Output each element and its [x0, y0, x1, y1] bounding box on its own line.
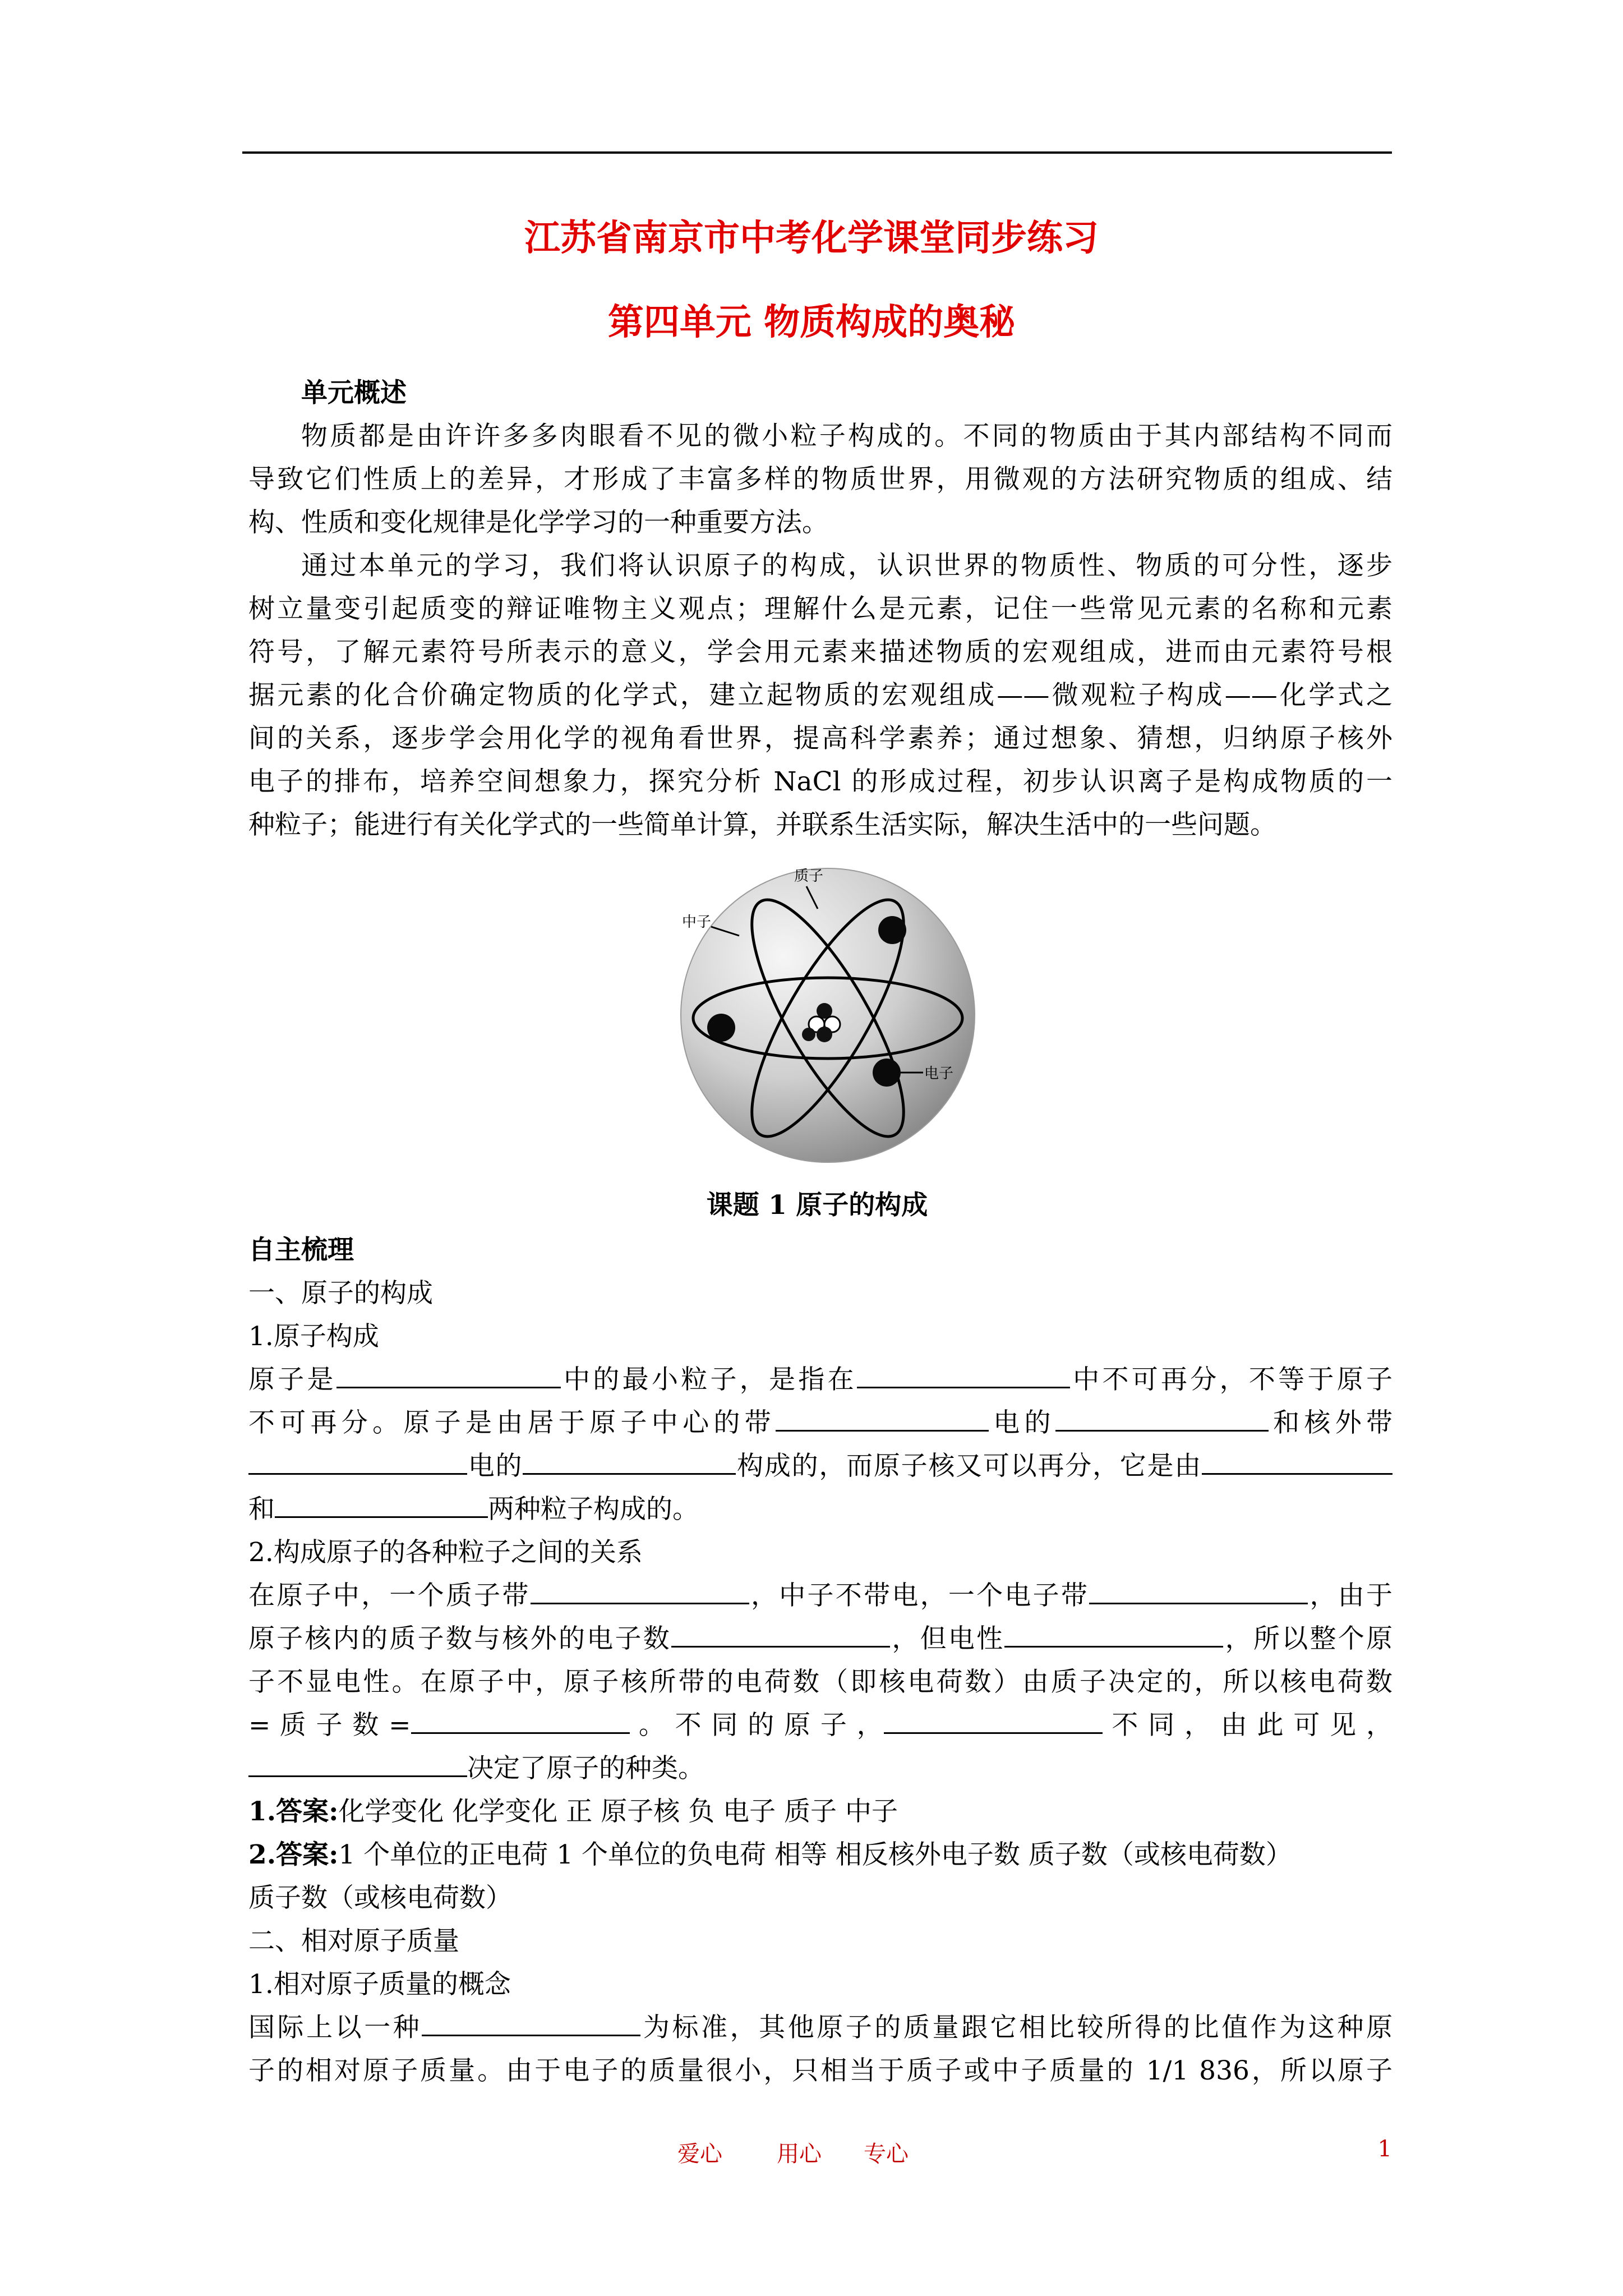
fill-line: 原子是 中的最小粒子，是指在 中不可再分，不等于原子 [248, 1358, 1393, 1401]
lesson-title-wrap [242, 1184, 1392, 1227]
overview-line: 通过本单元的学习，我们将认识原子的构成，认识世界的物质性、物质的可分性，逐步 [301, 550, 1393, 581]
atom-model-figure [676, 864, 979, 1167]
overview-line: 物质都是由许许多多肉眼看不见的微小粒子构成的。不同的物质由于其内部结构不同而 [301, 421, 1393, 452]
answer-blank[interactable] [857, 1362, 1070, 1388]
answer-blank[interactable] [884, 1708, 1103, 1734]
overview-section [248, 371, 1393, 846]
answer-blank[interactable] [422, 2010, 640, 2036]
header-rule [242, 151, 1392, 154]
answer-line: 质子数（或核电荷数） [248, 1883, 512, 1913]
electron-label: 电子 [924, 1065, 954, 1082]
neutron-ball [802, 1028, 815, 1041]
answer-blank[interactable] [411, 1708, 630, 1734]
overview-line: 据元素的化合价确定物质的化学式，建立起物质的宏观组成——微观粒子构成——化学式之 [248, 680, 1393, 711]
electron-ball [878, 916, 906, 944]
document-title: 江苏省南京市中考化学课堂同步练习 [524, 217, 1099, 259]
overview-line: 符号，了解元素符号所表示的意义，学会用元素来描述物质的宏观组成，进而由元素符号根 [248, 637, 1393, 668]
sub-heading: 1.相对原子质量的概念 [248, 1969, 511, 2000]
answer-blank[interactable] [336, 1362, 561, 1388]
overview-line: 间的关系，逐步学会用化学的视角看世界，提高科学素养；通过想象、猜想，归纳原子核外 [248, 723, 1393, 754]
fill-line: 原子核内的质子数与核外的电子数 ，但电性 ，所以整个原 [248, 1617, 1393, 1660]
answer-blank[interactable] [531, 1578, 749, 1604]
unit-title: 第四单元 物质构成的奥秘 [607, 301, 1016, 343]
fill-line: 电的 构成的，而原子核又可以再分，它是由 [248, 1444, 1393, 1488]
fill-line: 不可再分。原子是由居于原子中心的带 电的 和核外带 [248, 1401, 1393, 1444]
sub-heading: 1.原子构成 [248, 1321, 379, 1352]
lesson-body [248, 1228, 1393, 2092]
fill-line: 国际上以一种 为标准，其他原子的质量跟它相比较所得的比值作为这种原 [248, 2006, 1393, 2049]
part-heading: 一、原子的构成 [248, 1278, 433, 1309]
answer-blank[interactable] [671, 1621, 890, 1648]
sub-heading: 2.构成原子的各种粒子之间的关系 [248, 1537, 643, 1568]
answer-blank[interactable] [523, 1448, 736, 1475]
footer-word: 专心 [864, 2141, 909, 2167]
overview-line: 导致它们性质上的差异，才形成了丰富多样的物质世界，用微观的方法研究物质的组成、结 [248, 464, 1393, 495]
footer-word: 爱心 [677, 2141, 722, 2167]
answer-blank[interactable] [1004, 1621, 1223, 1648]
answer-blank[interactable] [1202, 1448, 1393, 1475]
proton-label: 质子 [794, 868, 824, 885]
answer-blank[interactable] [1089, 1578, 1308, 1604]
fill-line: 在原子中，一个质子带 ，中子不带电，一个电子带 ，由于 [248, 1574, 1393, 1617]
overview-line: 构、性质和变化规律是化学学习的一种重要方法。 [248, 507, 828, 538]
answer-line: 1.答案:化学变化 化学变化 正 原子核 负 电子 质子 中子 [248, 1796, 898, 1827]
part-heading: 二、相对原子质量 [248, 1926, 459, 1957]
overview-line: 树立量变引起质变的辩证唯物主义观点；理解什么是元素，记住一些常见元素的名称和元素 [248, 593, 1393, 624]
answer-blank[interactable] [248, 1751, 467, 1777]
answer-blank[interactable] [275, 1492, 488, 1518]
fill-line: = 质 子 数 = 。 不 同 的 原 子 ， 不 同 ， 由 此 可 见 ， [248, 1704, 1393, 1747]
atom-model-drawing [676, 864, 979, 1167]
neutron-label: 中子 [682, 914, 712, 931]
answer-line: 2.答案:1 个单位的正电荷 1 个单位的负电荷 相等 相反核外电子数 质子数（或核电荷数） [248, 1839, 1292, 1870]
answer-blank[interactable] [776, 1405, 989, 1432]
answer-blank[interactable] [1055, 1405, 1269, 1432]
section-heading: 自主梳理 [248, 1235, 354, 1266]
overview-line: 种粒子；能进行有关化学式的一些简单计算，并联系生活实际，解决生活中的一些问题。 [248, 809, 1276, 840]
fill-line: 和 两种粒子构成的。 [248, 1488, 1393, 1531]
neutron-ball [817, 1027, 832, 1042]
answer-blank[interactable] [248, 1448, 467, 1475]
page-number: 1 [1377, 2136, 1392, 2162]
overview-heading: 单元概述 [301, 378, 407, 408]
fill-line: 决定了原子的种类。 [248, 1747, 1393, 1790]
overview-line: 电子的排布，培养空间想象力，探究分析 NaCl 的形成过程，初步认识离子是构成物质的一 [248, 766, 1393, 797]
footer-word: 用心 [777, 2141, 822, 2167]
fill-line: 子的相对原子质量。由于电子的质量很小，只相当于质子或中子质量的 1/1 836，所以原子 [248, 2055, 1393, 2086]
fill-line: 子不显电性。在原子中，原子核所带的电荷数（即核电荷数）由质子决定的，所以核电荷数 [248, 1667, 1393, 1697]
electron-ball [707, 1014, 735, 1042]
lesson-title: 课题 1 原子的构成 [706, 1190, 928, 1221]
electron-ball [873, 1059, 901, 1087]
